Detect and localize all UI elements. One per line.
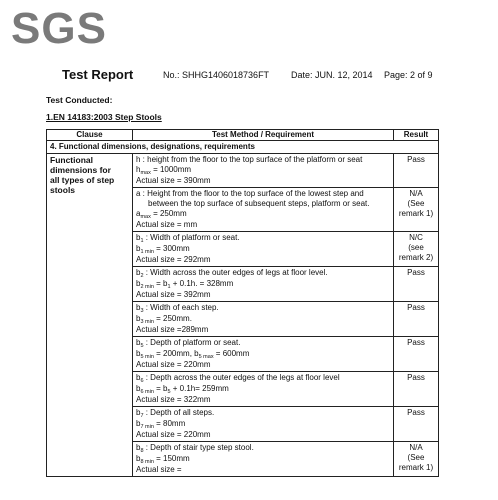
test-conducted-label: Test Conducted: xyxy=(46,95,113,105)
requirement-b6: $b_6$ : Depth across the outer edges of the legs at floor level $b_{6 min} = b_5 + 0.1h= 259mm$ Actual size = 322mm xyxy=(133,372,394,407)
requirement-b2: $b_2$ : Width across the outer edges of legs at floor level. $b_{2 min} = b_1 + 0.1h$. = 328mm Actual size = 392mm xyxy=(133,267,394,302)
table-row xyxy=(47,154,439,188)
header-method: Test Method / Requirement xyxy=(133,130,394,141)
requirement-h: h : height from the floor to the top surface of the platform or seat $h_{max} = 1000mm$ Actual size = 390mm xyxy=(133,154,394,188)
result-cell: Pass xyxy=(394,372,439,407)
page-number: Page: 2 of 9 xyxy=(384,70,433,80)
result-cell: N/C (see remark 2) xyxy=(394,232,439,267)
result-cell: Pass xyxy=(394,302,439,337)
requirements-table xyxy=(46,129,439,477)
report-number: No.: SHHG1406018736FT xyxy=(163,70,270,80)
header-result: Result xyxy=(394,130,439,141)
clause-line: all types of step xyxy=(50,175,115,185)
result-cell: Pass xyxy=(394,267,439,302)
result-cell: Pass xyxy=(394,337,439,372)
result-cell: Pass xyxy=(394,407,439,442)
requirement-b7: $b_7$ : Depth of all steps. $b_{7 min} = 80mm$ Actual size = 220mm xyxy=(133,407,394,442)
standard-title: 1.EN 14183:2003 Step Stools xyxy=(46,112,162,122)
header-clause: Clause xyxy=(47,130,133,141)
sgs-logo: SGS xyxy=(11,4,107,53)
report-title: Test Report xyxy=(62,67,134,82)
report-header xyxy=(0,67,498,84)
requirement-b8: $b_8$ : Depth of stair type step stool. $b_{8 min} = 150mm$ Actual size = xyxy=(133,442,394,477)
clause-cell xyxy=(47,154,133,477)
result-cell: N/A (See remark 1) xyxy=(394,442,439,477)
requirement-b3: $b_3$ : Width of each step. $b_{3 min} = 250mm$. Actual size =289mm xyxy=(133,302,394,337)
section-title: 4. Functional dimensions, designations, requirements xyxy=(47,141,439,154)
requirement-a: a : Height from the floor to the top surface of the lowest step and between the top surface of subsequent steps, platform or seat. $a_{max} = 250mm$ Actual size = mm xyxy=(133,188,394,232)
clause-line: Functional xyxy=(50,155,93,165)
requirement-b1: $b_1$ : Width of platform or seat. $b_{1 min} = 300mm$ Actual size = 292mm xyxy=(133,232,394,267)
clause-line: stools xyxy=(50,185,76,195)
table-header-row xyxy=(47,130,439,141)
section-row xyxy=(47,141,439,154)
report-date: Date: JUN. 12, 2014 xyxy=(291,70,373,80)
result-cell: N/A (See remark 1) xyxy=(394,188,439,232)
clause-line: dimensions for xyxy=(50,165,111,175)
requirement-b5: $b_5$ : Depth of platform or seat. $b_{5 min} = 200mm$, $b_{5 max} = 600mm$ Actual size = 220mm xyxy=(133,337,394,372)
result-cell: Pass xyxy=(394,154,439,188)
